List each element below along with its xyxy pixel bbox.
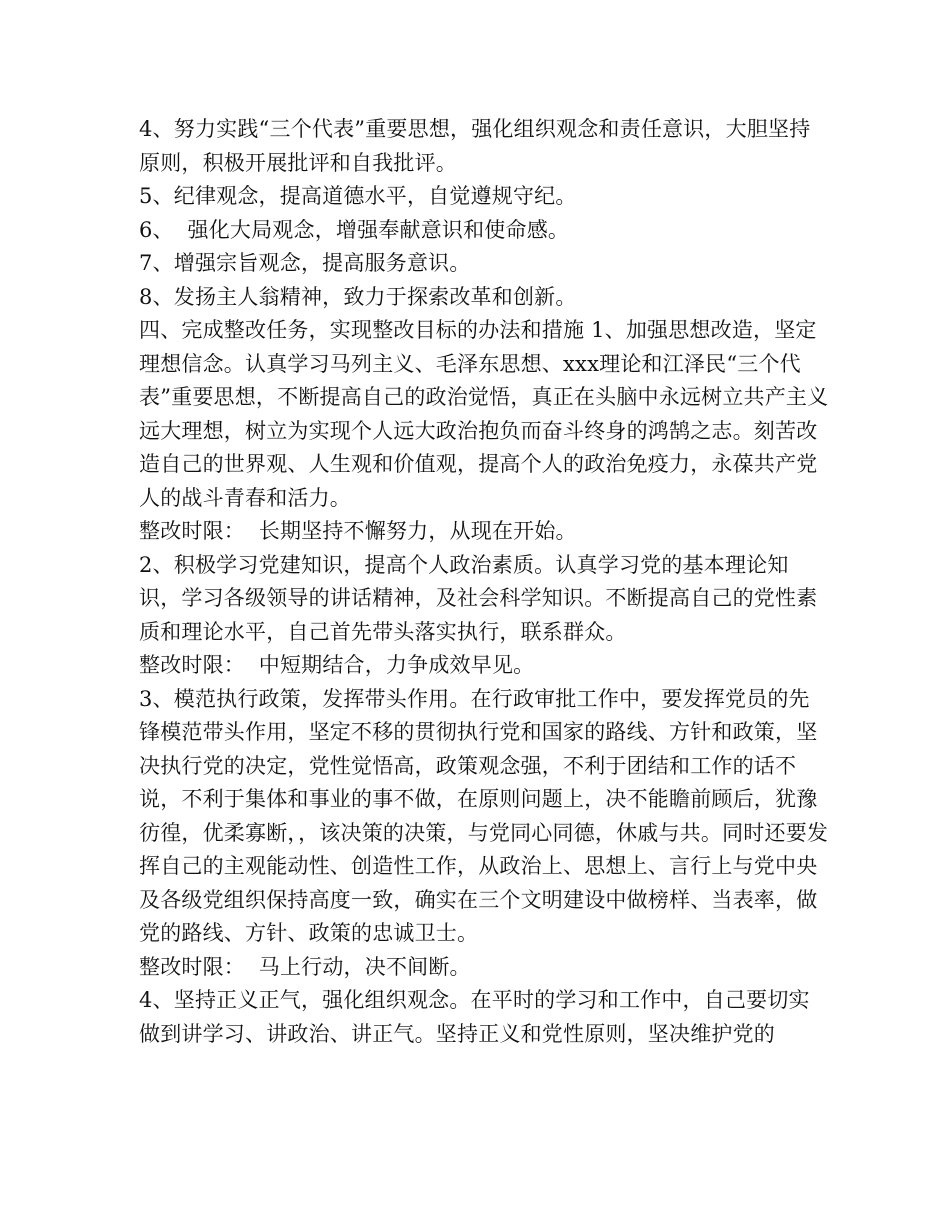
paragraph-measure-3: 3、模范执行政策，发挥带头作用。在行政审批工作中，要发挥党员的先锋模范带头作用，坚定不移的贯彻执行党和国家的路线、方针和政策，坚决执行党的决定，党性觉悟高，政策观念强，不利于团结和工作的话不说，不利于集体和事业的事不做，在原则问题上，决不能瞻前顾后，犹豫彷徨，优柔寡断，，该决策的决策，与党同心同德，休戚与共。同时还要发挥自己的主观能动性、创造性工作，从政治上、思想上、言行上与党中央及各级党组织保持高度一致，确实在三个文明建设中做榜样、当表率，做党的路线、方针、政策的忠诚卫士。	[139, 686, 829, 945]
paragraph-item-5-discipline: 5、纪律观念，提高道德水平，自觉遵规守纪。	[139, 184, 577, 208]
paragraph-item-6-overall-view: 6、 强化大局观念，增强奉献意识和使命感。	[139, 217, 570, 242]
paragraph-item-8-ownership: 8、发扬主人翁精神，致力于探索改革和创新。	[139, 284, 577, 309]
paragraph-deadline-2: 整改时限： 中短期结合，力争成效早见。	[139, 653, 535, 677]
paragraph-measure-4: 4、坚持正义正气，强化组织观念。在平时的学习和工作中，自己要切实做到讲学习、讲政治、讲正气。坚持正义和党性原则，坚决维护党的	[139, 988, 810, 1046]
paragraph-item-7-purpose: 7、增强宗旨观念，提高服务意识。	[139, 251, 471, 275]
paragraph-section-4-measures: 四、完成整改任务，实现整改目标的办法和措施 1、加强思想改造，坚定理想信念。认真学习马列主义、毛泽东思想、xxx理论和江泽民“三个代表”重要思想，不断提高自己的政治觉悟，真正在头脑中永远树立共产主义远大理想，树立为实现个人远大政治抱负而奋斗终身的鸿鹄之志。刻苦改造自己的世界观、人生观和价值观，提高个人的政治免疫力，永葆共产党人的战斗青春和活力。	[139, 318, 829, 510]
document-body	[139, 113, 829, 1051]
paragraph-deadline-3: 整改时限： 马上行动，决不间断。	[139, 954, 471, 979]
paragraph-deadline-1: 整改时限： 长期坚持不懈努力，从现在开始。	[139, 519, 577, 543]
paragraph-item-4-three-represents: 4、努力实践“三个代表”重要思想，强化组织观念和责任意识，大胆坚持原则，积极开展批评和自我批评。	[139, 117, 811, 175]
paragraph-measure-2: 2、积极学习党建知识，提高个人政治素质。认真学习党的基本理论知识，学习各级领导的讲话精神，及社会科学知识。不断提高自己的党性素质和理论水平，自己首先带头落实执行，联系群众。	[139, 552, 818, 644]
